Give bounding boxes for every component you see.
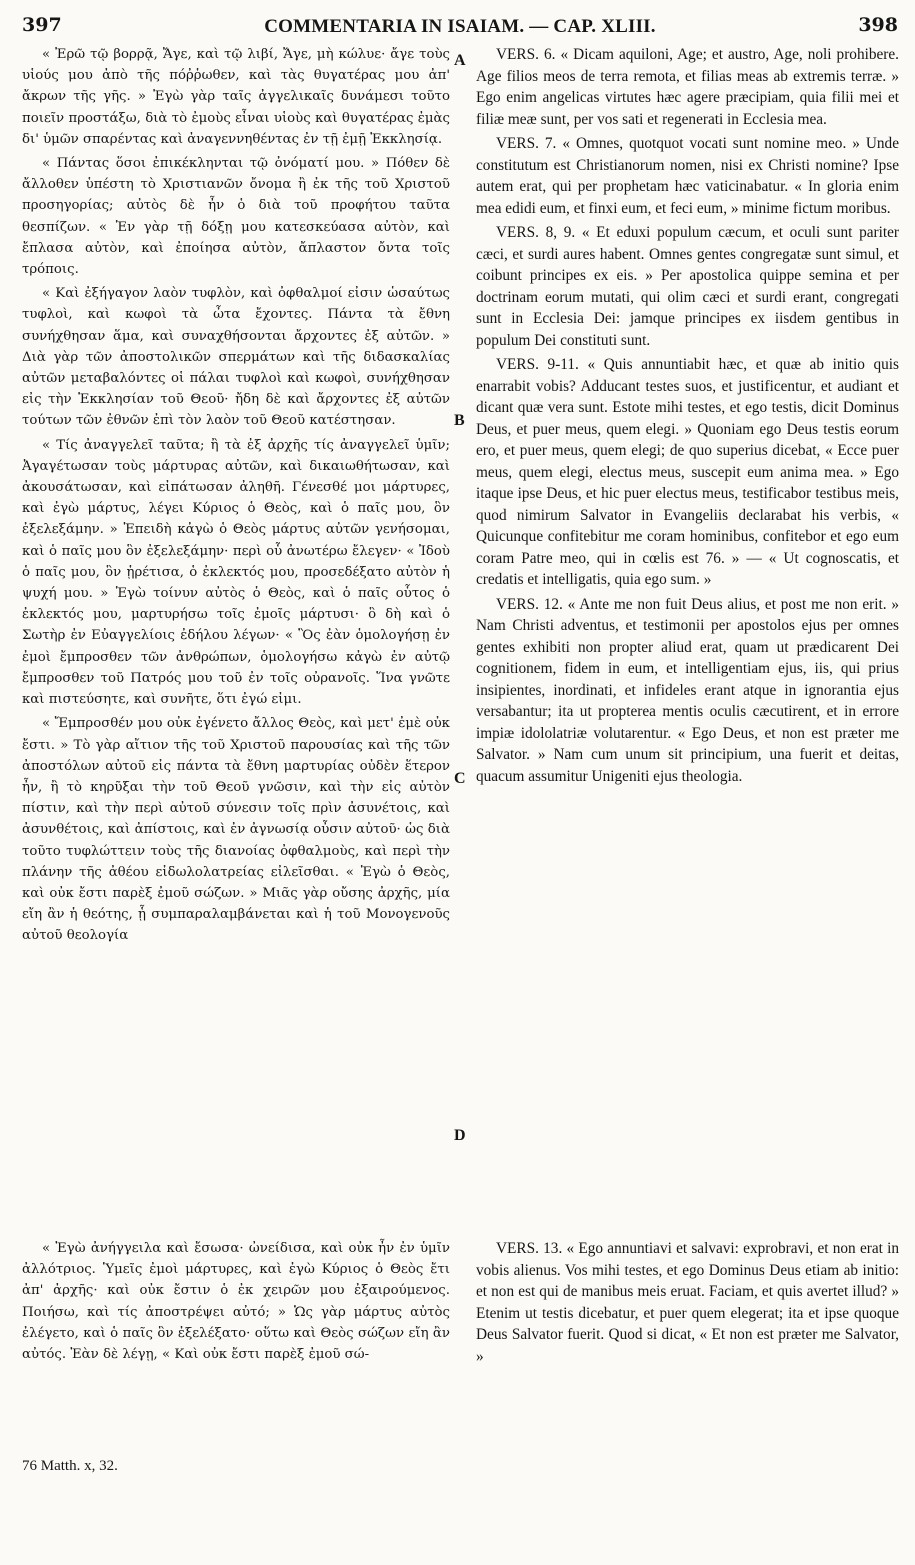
page-number-right: 398 xyxy=(858,14,898,36)
greek-paragraph: « Ἔμπροσθέν μου οὐκ ἐγένετο ἄλλος Θεὸς, καὶ μετ' ἐμὲ οὐκ ἔστι. » Τὸ γὰρ αἴτιον τῆς τοῦ Χριστοῦ παρουσίας καὶ τῆς τῶν ἀποστόλων αὐτοῦ εἰς πάντα τὰ ἔθνη μαρτυρίας οὐδὲν ἕτερον ἦν, ἢ τὸ κηρῦξαι τὴν τοῦ Θεοῦ γνῶσιν, καὶ τὴν εἰς αὐτὸν πίστιν, καὶ τὴν περὶ αὐτοῦ σύνεσιν τοῖς πρὶν ἀσυνέτοις, καὶ ἀσυνθέτοις, καὶ ἀπίστοις, καὶ ἐν ἀγνωσίᾳ οὖσιν αὐτοῦ· ὡς διὰ τοῦτο τυφλώττειν τοὺς τῆς διανοίας ὀφθαλμοὺς, καὶ περὶ τὴν πλάνην τῆς ἀθέου εἰδωλολατρείας εἰλεῖσθαι. « Ἐγὼ ὁ Θεὸς, καὶ οὐκ ἔστι παρὲξ ἐμοῦ σώζων. » Μιᾶς γὰρ οὔσης ἀρχῆς, μία εἴη ἂν ἡ θεότης, ᾗ συμπαραλαμβάνεται καὶ ἡ τοῦ Μονογενοῦς αὐτοῦ θεολογία xyxy=(22,716,450,944)
latin-paragraph: VERS. 13. « Ego annuntiavi et salvavi: exprobravi, et non erat in vobis alienus. Vos mihi testes, et ego Dominus Deus etiam ab initio: et non est qui de manibus meis eruat. Faciam, et quis avertet illud? » Etenim ut testis dicebatur, et puer quem elegerat; ita et ipse quoque Deus Salvator fuerit. Quod si dicat, « Et non est præter me Salvator, » xyxy=(476,1240,899,1365)
greek-column-top xyxy=(22,44,450,1206)
greek-paragraph: « Ἐγὼ ἀνήγγειλα καὶ ἔσωσα· ὠνείδισα, καὶ οὐκ ἦν ἐν ὑμῖν ἀλλότριος. Ὑμεῖς ἐμοὶ μάρτυρες, καὶ ἐγὼ Κύριος ὁ Θεὸς ἔτι ἀπ' ἀρχῆς· καὶ οὐκ ἔστιν ὁ ἐκ χειρῶν μου ἐξαιρούμενος. Ποιήσω, καὶ τίς ἀποστρέψει αὐτό; » Ὡς γὰρ μάρτυς αὐτὸς ἐλέγετο, καὶ ὁ παῖς ὃν ἐξελέξατο· οὕτω καὶ Θεὸς σώζων εἴη ἂν αὐτός. Ἐὰν δὲ λέγῃ, « Καὶ οὐκ ἔστι παρὲξ ἐμοῦ σώ- xyxy=(22,1241,450,1363)
latin-column-bottom xyxy=(476,1238,899,1438)
margin-marker-a: A xyxy=(454,52,466,69)
greek-paragraph: « Καὶ ἐξήγαγον λαὸν τυφλὸν, καὶ ὀφθαλμοί εἰσιν ὡσαύτως τυφλοὶ, καὶ κωφοὶ τὰ ὦτα ἔχοντες. Πάντα τὰ ἔθνη συνήχθησαν ἅμα, καὶ συναχθήσονται ἄρχοντες ἐξ αὐτῶν. » Διὰ γὰρ τῶν ἀποστολικῶν σπερμάτων καὶ τῆς διδασκαλίας αὐτῶν μεταβαλόντες οἱ πάλαι τυφλοὶ καὶ κωφοὶ, συνήχθησαν εἰς τὴν Ἐκκλησίαν τοῦ Θεοῦ· ἤδη δὲ καὶ ἄρχοντες ἐξ αὐτῶν τούτων τῶν ἐθνῶν ἐπὶ τὸν λαὸν τοῦ Θεοῦ κατέστησαν. xyxy=(22,286,450,429)
margin-marker-d: D xyxy=(454,1127,466,1144)
margin-marker-c: C xyxy=(454,770,466,787)
margin-marker-b: B xyxy=(454,412,465,429)
running-header xyxy=(22,14,898,40)
latin-paragraph: VERS. 6. « Dicam aquiloni, Age; et austro, Age, noli prohibere. Age filios meos de terra remota, et filias meas ab extremis terræ. » Ego enim angelicas virtutes hæc agere præcipiam, quia filii mei et filiæ meæ sunt, per vos sati et regenerati in Ecclesia mea. xyxy=(476,46,899,128)
footnote: 76 Matth. x, 32. xyxy=(22,1458,118,1474)
latin-paragraph: VERS. 12. « Ante me non fuit Deus alius, et post me non erit. » Nam Christi adventus, et testimonii per apostolos ejus per omnes gentes exhibiti non propter aliud erat, quam ut prædicarent Dei cognitionem, fidem in eum, et intelligentiam ejus, iis, qui prius insipientes, inordinati, et infideles erant atque in ignorantia ejus versabantur; ita ut propterea mentis oculis cæcutirent, et in errore impiæ idololatriæ volutarentur. « Ego Deus, et non est præter me Salvator. » Nam cum unum sit principium, una fuerit et deitas, quacum assumitur Unigeniti ejus theologia. xyxy=(476,595,899,785)
running-title: COMMENTARIA IN ISAIAM. — CAP. XLIII. xyxy=(264,16,656,37)
latin-paragraph: VERS. 9-11. « Quis annuntiabit hæc, et quæ ab initio quis enarrabit vobis? Adducant testes suos, et justificentur, et audiant et dicant quæ vera sunt. Estote mihi testes, et ego testis, dicit Dominus Deus, et puer meus, quem elegi. » Quoniam ego Deus testis eorum ero, et puer meus, quem elegi; de quo superius dicebat, « Ecce puer meus, quem elegi, electus meus, suscepit eum anima mea. » Ego itaque ipse Deus, et hic puer electus meus, testificabor testibus meis, quod nimirum Salvator in Evangeliis declarabat his verbis, « Quicunque confitebitur me coram hominibus, confitebor et ego eum coram Patre meo, qui in cœlis est 76. » — « Ut cognoscatis, et credatis et intelligatis, quia ego sum. » xyxy=(476,356,899,588)
greek-paragraph: « Πάντας ὅσοι ἐπικέκληνται τῷ ὀνόματί μου. » Πόθεν δὲ ἄλλοθεν ὑπέστη τὸ Χριστιανῶν ὄνομα ἢ ἐκ τῆς τοῦ Χριστοῦ προσηγορίας; αὐτὸς δὲ ἦν ὁ διὰ τοῦ προφήτου ταῦτα θεσπίζων. « Ἐν γὰρ τῇ δόξῃ μου κατεσκεύασα αὐτὸν, καὶ ἔπλασα αὐτὸν, καὶ ἐποίησα αὐτὸν, ἄπλαστον ὄντα τοῖς τρόποις. xyxy=(22,156,450,278)
latin-paragraph: VERS. 8, 9. « Et eduxi populum cæcum, et oculi sunt pariter cæci, et surdi aures habent. Omnes gentes congregatæ sunt simul, et coibunt principes ex eis. » Per apostolica quippe semina et per doctrinam eorum mutati, qui olim cæci et surdi erant, congregati sunt in Ecclesia Dei: jamque principes ex iisdem gentibus in populum Dei constituti sunt. xyxy=(476,224,899,349)
greek-paragraph: « Τίς ἀναγγελεῖ ταῦτα; ἢ τὰ ἐξ ἀρχῆς τίς ἀναγγελεῖ ὑμῖν; Ἀγαγέτωσαν τοὺς μάρτυρας αὐτῶν, καὶ δικαιωθήτωσαν, καὶ ἀκουσάτωσαν, καὶ εἰπάτωσαν ἀληθῆ. Γένεσθέ μοι μάρτυρες, καὶ ἐγὼ μάρτυς, λέγει Κύριος ὁ Θεὸς, καὶ ὁ παῖς μου, ὃν ἐξελεξάμην. » Ἐπειδὴ κἀγὼ ὁ Θεὸς μάρτυς αὐτῶν γενήσομαι, καὶ ὁ παῖς μου ὃν ἐξελεξάμην· περὶ οὗ ἀνωτέρω ἔλεγεν· « Ἰδοὺ ὁ παῖς μου, ὃν ᾑρέτισα, ὁ ἐκλεκτός μου, προσεδέξατο αὐτὸν ἡ ψυχή μου. » Ἐγὼ τοίνυν αὐτὸς ὁ Θεὸς, καὶ ὁ παῖς οὗτος ὁ ἐκλεκτός μου, μαρτυρήσω τοῖς ἐμοῖς μάρτυσι· ὃ δὴ καὶ ὁ Σωτὴρ ἐν Εὐαγγελίοις ἐδήλου λέγων· « Ὃς ἐὰν ὁμολογήσῃ ἐν ἐμοὶ ἔμπροσθεν τῶν ἀνθρώπων, ὁμολογήσω κἀγὼ ἐν αὐτῷ ἔμπροσθεν τοῦ Πατρός μου τοῦ ἐν τοῖς οὐρανοῖς. Ἵνα γνῶτε καὶ πιστεύσητε, καὶ συνῆτε, ὅτι ἐγώ εἰμι. xyxy=(22,437,450,708)
greek-column-bottom xyxy=(22,1238,450,1438)
page-number-left: 397 xyxy=(22,14,62,36)
greek-paragraph: « Ἐρῶ τῷ βορρᾷ, Ἄγε, καὶ τῷ λιβί, Ἄγε, μὴ κώλυε· ἄγε τοὺς υἱούς μου ἀπὸ τῆς πόῤῥωθεν, καὶ τὰς θυγατέρας μου ἀπ' ἄκρων τῆς γῆς. » Ἐγὼ γὰρ ταῖς ἀγγελικαῖς δυνάμεσι τοῦτο ποιεῖν προστάξω, διὰ τὸ ἐμοὺς εἶναι υἱοὺς καὶ θυγατέρας ἐμὰς δι' ὑμῶν σπαρέντας καὶ ἀναγεννηθέντας ἐν τῇ ἐμῇ Ἐκκλησίᾳ. xyxy=(22,47,450,147)
latin-paragraph: VERS. 7. « Omnes, quotquot vocati sunt nomine meo. » Unde constitutum est Christianorum nomen, nisi ex Christi nomine? Ipse autem erat, qui per prophetam hæc vaticinabatur. « In gloria enim mea edidi eum, et finxi eum, et feci eum, » minime fictum moribus. xyxy=(476,135,899,217)
latin-column-top xyxy=(476,44,899,1194)
